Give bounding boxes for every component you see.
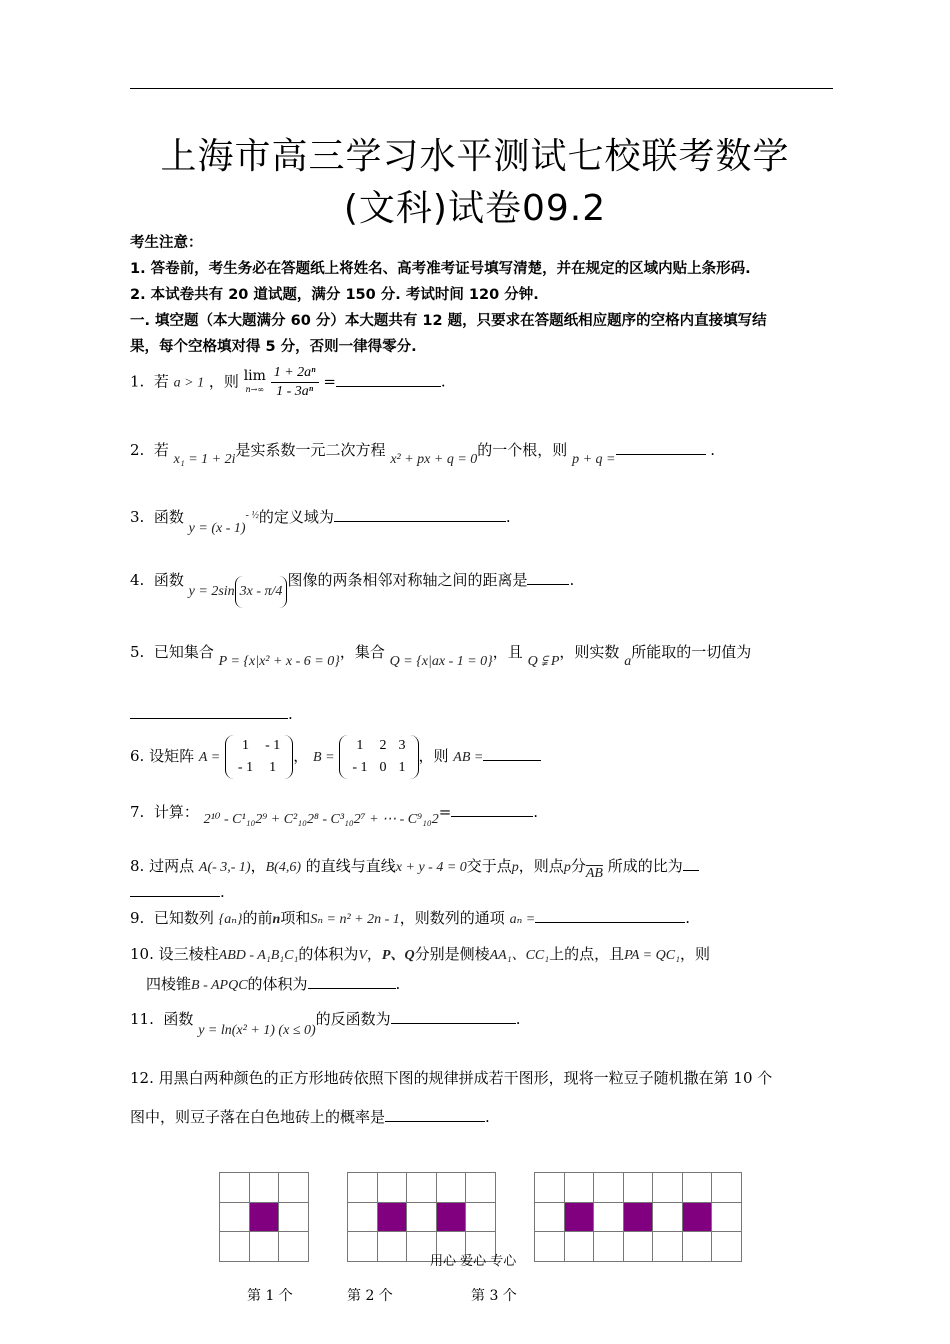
matrix-B: 1 2 3 - 1 0 1 bbox=[339, 735, 418, 779]
matrix-A: 1 - 1 - 1 1 bbox=[225, 735, 293, 779]
white-tile bbox=[623, 1231, 654, 1262]
white-tile bbox=[711, 1231, 742, 1262]
white-tile bbox=[652, 1172, 683, 1203]
white-tile bbox=[711, 1202, 742, 1233]
question-3: 3. 函数 y = (x - 1)$^{- \frac{1}{2}}$的定义域为 . bbox=[130, 503, 842, 534]
figure-caption-2: 第 2 个 bbox=[347, 1288, 393, 1304]
figure-caption-3: 第 3 个 bbox=[471, 1288, 517, 1304]
tile-figure-1 bbox=[219, 1172, 308, 1261]
top-rule bbox=[130, 88, 833, 89]
answer-blank[interactable] bbox=[483, 744, 541, 761]
section-instruction-1: 一. 填空题（本大题满分 60 分）本大题共有 12 题，只要求在答题纸相应题序的空格内直接填写结 bbox=[130, 313, 767, 329]
white-tile bbox=[219, 1202, 250, 1233]
white-tile bbox=[278, 1172, 309, 1203]
question-11: 11. 函数 y = ln(x² + 1) (x ≤ 0)的反函数为 . bbox=[130, 1005, 842, 1035]
white-tile bbox=[219, 1172, 250, 1203]
white-tile bbox=[465, 1172, 496, 1203]
white-tile bbox=[406, 1172, 437, 1203]
white-tile bbox=[623, 1172, 654, 1203]
answer-blank[interactable] bbox=[616, 438, 706, 455]
white-tile bbox=[593, 1202, 624, 1233]
question-2: 2. 若 x₁ = 1 + 2i是实系数一元二次方程 x² + px + q = 0的一个根，则 p + q = . bbox=[130, 436, 842, 466]
notice-item-2: 2. 本试卷共有 20 道试题，满分 150 分. 考试时间 120 分钟. bbox=[130, 287, 539, 303]
white-tile bbox=[534, 1202, 565, 1233]
white-tile bbox=[249, 1172, 280, 1203]
white-tile bbox=[564, 1172, 595, 1203]
white-tile bbox=[219, 1231, 250, 1262]
answer-blank[interactable] bbox=[130, 880, 220, 897]
tile-figure-2 bbox=[347, 1172, 495, 1261]
white-tile bbox=[682, 1172, 713, 1203]
question-12: 12. 用黑白两种颜色的正方形地砖依照下图的规律拼成若干图形，现将一粒豆子随机撒在第 10 个 bbox=[130, 1069, 773, 1087]
answer-blank[interactable] bbox=[130, 702, 288, 719]
black-tile bbox=[436, 1202, 467, 1233]
white-tile bbox=[347, 1231, 378, 1262]
white-tile bbox=[564, 1231, 595, 1262]
footer-text: 用心 爱心 专心 bbox=[430, 1254, 517, 1269]
white-tile bbox=[711, 1172, 742, 1203]
answer-blank[interactable] bbox=[308, 972, 396, 989]
black-tile bbox=[682, 1202, 713, 1233]
white-tile bbox=[278, 1231, 309, 1262]
answer-blank[interactable] bbox=[535, 906, 685, 923]
white-tile bbox=[534, 1172, 565, 1203]
question-7: 7. 计算： 2¹⁰ - C¹₁₀2⁹ + C²₁₀2⁸ - C³₁₀2⁷ + ⋯ - C⁹₁₀2= . bbox=[130, 798, 842, 828]
question-6: 6. 设矩阵 A = 1 - 1 - 1 1 ， B = 1 2 3 - 1 0 1 ，则 AB = bbox=[130, 735, 842, 779]
white-tile bbox=[347, 1172, 378, 1203]
answer-blank[interactable] bbox=[391, 1007, 516, 1024]
white-tile bbox=[652, 1202, 683, 1233]
black-tile bbox=[623, 1202, 654, 1233]
notice-heading: 考生注意： bbox=[130, 235, 203, 251]
white-tile bbox=[534, 1231, 565, 1262]
question-8: 8. 过两点 A(- 3,- 1)，B(4,6) 的直线与直线x + y - 4 = 0交于点p，则点p分$\overline{AB}$ 所成的比为 bbox=[130, 852, 842, 882]
answer-blank[interactable] bbox=[334, 505, 506, 522]
exam-title-line2: (文科)试卷09.2 bbox=[343, 188, 607, 229]
question-1: 1. 若 a > 1 ，则 lim n→∞ $\frac{\text{1 + 2aⁿ}}{\text{1 - 3aⁿ}}$ = . bbox=[130, 365, 446, 399]
white-tile bbox=[682, 1231, 713, 1262]
question-10-continued: 四棱锥B - APQC的体积为 . bbox=[146, 970, 858, 1000]
white-tile bbox=[377, 1172, 408, 1203]
answer-blank[interactable] bbox=[451, 800, 533, 817]
white-tile bbox=[347, 1202, 378, 1233]
white-tile bbox=[465, 1202, 496, 1233]
question-8-continued: . bbox=[130, 878, 842, 906]
question-9: 9. 已知数列 {aₙ}的前n项和Sₙ = n² + 2n - 1，则数列的通项 aₙ = . bbox=[130, 904, 842, 934]
white-tile bbox=[406, 1202, 437, 1233]
question-5: 5. 已知集合 P = {x|x² + x - 6 = 0}，集合 Q = {x|ax - 1 = 0}，且 Q ⫋ P，则实数 a所能取的一切值为 bbox=[130, 643, 752, 669]
section-instruction-2: 果，每个空格填对得 5 分，否则一律得零分. bbox=[130, 339, 417, 355]
white-tile bbox=[593, 1172, 624, 1203]
answer-blank[interactable] bbox=[336, 370, 441, 387]
answer-blank[interactable] bbox=[385, 1105, 485, 1122]
answer-blank[interactable] bbox=[527, 568, 569, 585]
white-tile bbox=[377, 1231, 408, 1262]
tile-figure-3 bbox=[534, 1172, 741, 1261]
question-10: 10. 设三棱柱ABD - A₁B₁C₁的体积为V，P、Q分别是侧棱AA₁、CC₁上的点，且PA = QC₁，则 bbox=[130, 945, 710, 963]
white-tile bbox=[593, 1231, 624, 1262]
white-tile bbox=[652, 1231, 683, 1262]
black-tile bbox=[564, 1202, 595, 1233]
white-tile bbox=[436, 1172, 467, 1203]
black-tile bbox=[377, 1202, 408, 1233]
question-12-continued: 图中，则豆子落在白色地砖上的概率是 . bbox=[130, 1103, 842, 1131]
exam-title-line1: 上海市高三学习水平测试七校联考数学 bbox=[160, 136, 790, 177]
notice-block bbox=[130, 230, 840, 360]
question-4: 4. 函数 y = 2sin 3x - π/4图像的两条相邻对称轴之间的距离是 . bbox=[130, 566, 842, 598]
black-tile bbox=[249, 1202, 280, 1233]
white-tile bbox=[249, 1231, 280, 1262]
limit-fraction: $\frac{\text{1 + 2aⁿ}}{\text{1 - 3aⁿ}}$ bbox=[271, 364, 319, 401]
question-5-continued: . bbox=[130, 700, 842, 728]
figure-caption-1: 第 1 个 bbox=[247, 1288, 293, 1304]
white-tile bbox=[278, 1202, 309, 1233]
notice-item-1: 1. 答卷前，考生务必在答题纸上将姓名、高考准考证号填写清楚，并在规定的区域内贴上条形码. bbox=[130, 261, 751, 277]
